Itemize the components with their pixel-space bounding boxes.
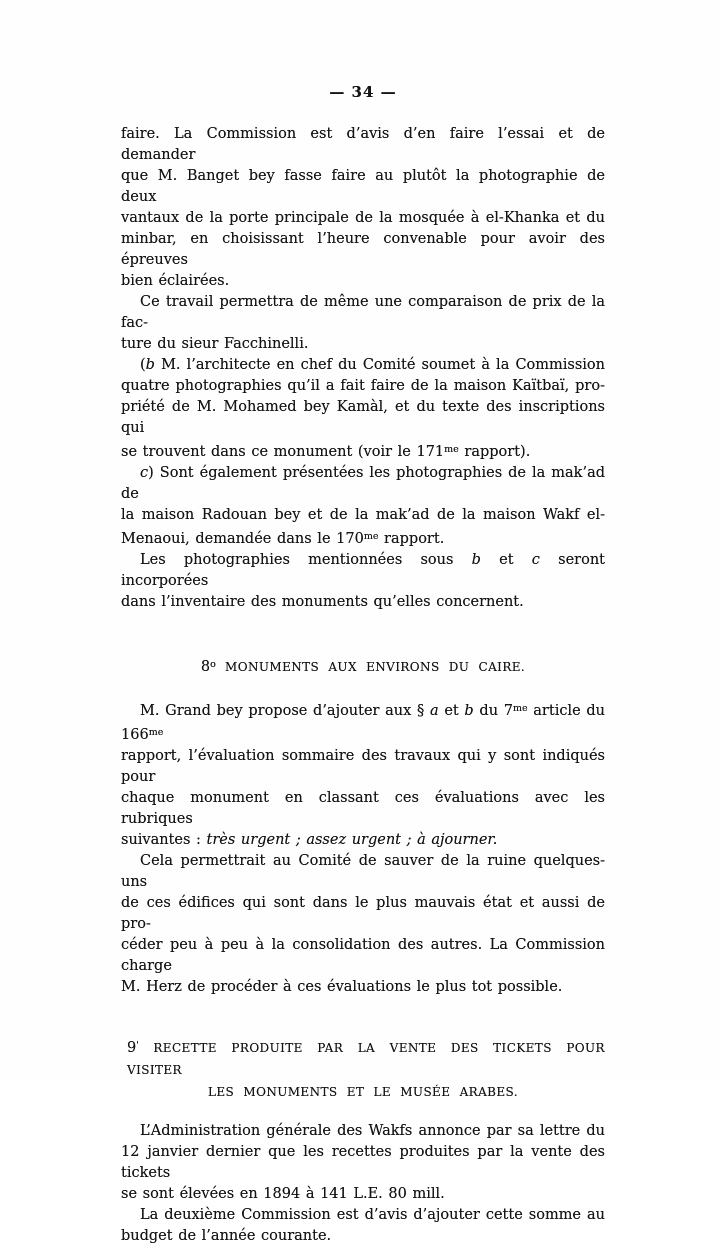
text-line [121,830,605,851]
text-segment: b [471,552,481,568]
text-line [121,292,605,334]
text-line [121,355,605,376]
text-segment: de ces édifices qui sont dans le plus mauvais état et aussi de pro- [121,895,605,932]
text-segment: MONUMENTS AUX ENVIRONS DU CAIRE. [215,660,526,674]
text-line [121,463,605,505]
text-segment: c [140,465,149,481]
para-facture-facchinelli [121,292,605,355]
text-line [121,271,605,292]
text-segment: ture du sieur Facchinelli. [121,336,309,352]
text-segment: me [444,444,459,455]
text-segment: minbar, en choisissant l’heure convenable pour avoir des épreuves [121,231,605,268]
text-segment: et [480,552,532,568]
text-line [121,654,605,678]
text-segment: M. l’architecte en chef du Comité soumet à la Commission [154,357,605,373]
text-line [121,550,605,592]
text-segment: me [512,703,528,714]
text-segment: ) Sont également présentées les photographies de la mak’ad de [121,465,605,502]
text-segment: a [429,703,439,719]
text-segment: 9 [127,1040,137,1056]
heading-9 [121,1035,605,1103]
para-cela-permettrait [121,851,605,998]
text-line [121,698,605,746]
text-segment: quatre photographies qu’il a fait faire de la maison Kaïtbaï, pro- [121,378,605,394]
text-segment: ( [140,357,146,373]
text-segment: 12 janvier dernier que les recettes produites par la vente des tickets [121,1144,605,1181]
text-segment: dans l’inventaire des monuments qu’elles concernent. [121,594,524,610]
text-segment: 8 [200,659,211,675]
text-segment: faire. La Commission est d’avis d’en faire l’essai et de demander [121,126,605,163]
text-segment: et [438,703,465,719]
text-segment: du 7 [473,703,513,719]
text-segment: Ce travail permettra de même une comparaison de prix de la fac- [121,294,605,331]
text-segment: LES MONUMENTS ET LE MUSÉE ARABES. [208,1085,518,1099]
text-line [121,334,605,355]
text-line [121,1205,605,1226]
para-photographies-inventaire [121,550,605,613]
text-segment: me [148,727,164,738]
heading-8 [121,654,605,678]
text-segment: Les photographies mentionnées sous [140,552,472,568]
text-segment: o [210,659,216,670]
text-line [121,229,605,271]
text-segment: vantaux de la porte principale de la mosquée à el-Khanka et du [121,210,605,226]
text-segment: b [145,357,155,373]
text-segment: seront incorporées [121,552,605,589]
text-segment: me [363,531,379,542]
text-segment: M. Grand bey propose d’ajouter aux § [140,703,430,719]
text-line [121,1184,605,1205]
text-segment: ' [136,1040,139,1051]
text-line [121,166,605,208]
text-segment: chaque monument en classant ces évaluations avec les rubriques [121,790,605,827]
text-segment: céder peu à peu à la consolidation des autres. La Commission charge [121,937,605,974]
text-line [121,439,605,463]
para-deuxieme-commission [121,1205,605,1247]
text-block [121,84,605,1247]
text-segment: rapport. [378,531,445,547]
text-line [121,1081,605,1103]
text-line [121,397,605,439]
text-line [121,208,605,229]
text-segment: b [464,703,474,719]
text-segment: rapport, l’évaluation sommaire des travaux qui y sont indiqués pour [121,748,605,785]
text-segment: que M. Banget bey fasse faire au plutôt la photographie de deux [121,168,605,205]
text-segment: RECETTE PRODUITE PAR LA VENTE DES TICKETS POUR VISITER [127,1041,605,1077]
text-segment: Menaoui, demandée dans le 170 [121,531,364,547]
text-segment: se sont élevées en 1894 à 141 L.E. 80 mill. [121,1186,445,1202]
text-segment: Cela permettrait au Comité de sauver de la ruine quelques-uns [121,853,605,890]
text-segment: L’Administration générale des Wakfs annonce par sa lettre du [140,1123,605,1139]
text-segment: suivantes : [121,832,207,848]
text-line [121,1226,605,1247]
text-segment: priété de M. Mohamed bey Kamàl, et du texte des inscriptions qui [121,399,605,436]
text-line [121,1121,605,1142]
text-line [121,1035,605,1081]
text-line [121,1142,605,1184]
text-line [121,124,605,166]
para-grand-bey [121,698,605,851]
para-b-architecte [121,355,605,463]
text-line [121,977,605,998]
para-c-makad [121,463,605,550]
text-line [121,746,605,788]
text-line [121,851,605,893]
text-segment: très urgent ; assez urgent ; à ajourner. [206,832,498,848]
text-segment: bien éclairées. [121,273,230,289]
text-segment: article du 166 [121,703,605,743]
text-line [121,893,605,935]
text-segment: M. Herz de procéder à ces évaluations le plus tot possible. [121,979,563,995]
text-segment: La deuxième Commission est d’avis d’ajouter cette somme au [140,1207,605,1223]
text-segment: la maison Radouan bey et de la mak’ad de la maison Wakf el- [121,507,605,523]
page-number: — 34 — [329,83,397,101]
para-wakfs-recettes [121,1121,605,1205]
text-line [121,592,605,613]
text-segment: rapport). [458,444,531,460]
text-line [121,935,605,977]
text-segment: c [531,552,540,568]
text-line [121,505,605,526]
para-photographie-essai [121,124,605,292]
page-content [121,124,605,1247]
text-line [121,526,605,550]
text-line [121,376,605,397]
text-segment: budget de l’année courante. [121,1228,332,1244]
text-line [121,788,605,830]
text-segment: se trouvent dans ce monument (voir le 171 [121,444,445,460]
